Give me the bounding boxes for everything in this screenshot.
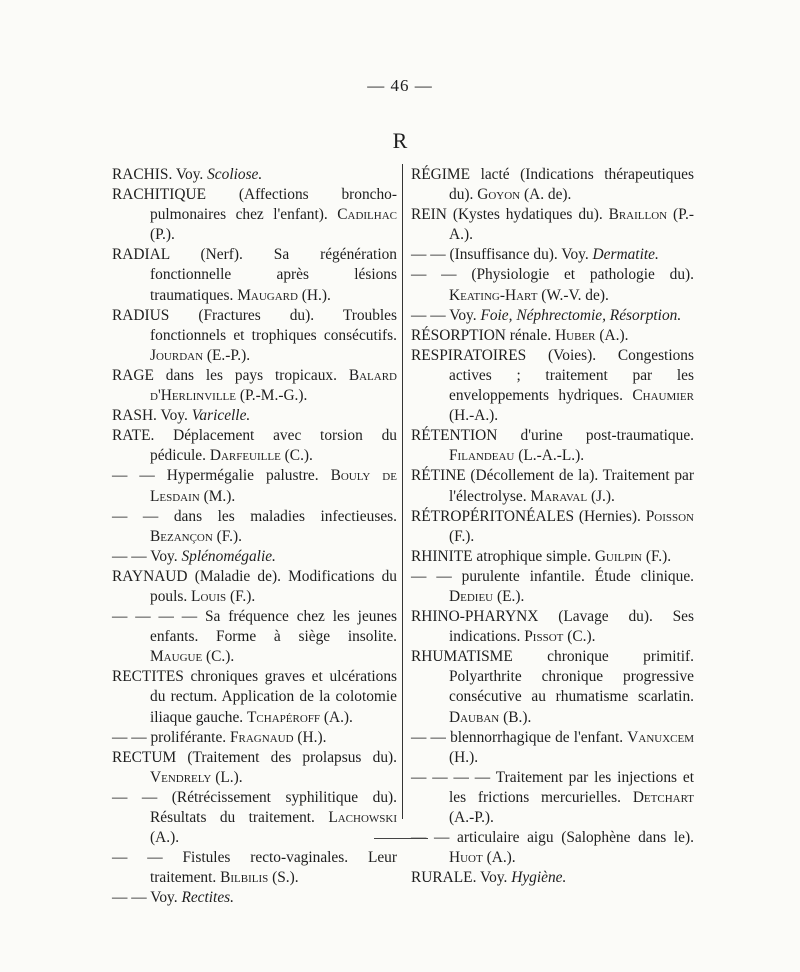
entry-tail: (P.-A.).: [449, 206, 694, 244]
entry-head: RÉTENTION: [411, 427, 498, 445]
entry-tail: (F.).: [212, 527, 242, 545]
index-entry: [112, 306, 397, 366]
entry-head: — —: [112, 728, 147, 746]
entry-tail: (A.).: [320, 708, 353, 726]
entry-head: RHUMATISME: [411, 648, 513, 666]
entry-body: lacté (Indications thérapeutiques du).: [449, 166, 694, 204]
entry-head: RAYNAUD: [112, 567, 188, 585]
entry-author: Huber: [555, 326, 596, 344]
entry-author: Keating-Hart: [449, 286, 538, 304]
entry-head: — —: [411, 567, 452, 585]
entry-head: RÉGIME: [411, 166, 470, 183]
index-entry: [112, 406, 397, 426]
entry-body: (Kystes hydatiques du).: [446, 206, 609, 224]
entry-tail: (L.-A.-L.).: [514, 447, 585, 465]
entry-author: Bilbilis: [220, 869, 269, 887]
entry-tail: (A.).: [150, 829, 180, 847]
index-entry: [411, 868, 694, 888]
entry-body: (Hernies).: [574, 507, 646, 525]
entry-head: RHINITE: [411, 547, 473, 565]
index-entry: [112, 748, 397, 788]
entry-tail: (H.-A.).: [449, 407, 499, 425]
entry-author: Maugue: [150, 648, 203, 666]
index-entry: [411, 547, 694, 567]
entry-tail: (W.-V. de).: [537, 286, 609, 304]
entry-head: RADIAL: [112, 246, 170, 264]
entry-body: Voy.: [172, 166, 208, 183]
entry-italic: Varicelle.: [191, 407, 251, 425]
entry-head: RADIUS: [112, 306, 170, 324]
entry-tail: (B.).: [499, 708, 532, 726]
index-entry: [112, 466, 397, 506]
entry-author: Detchart: [632, 788, 694, 806]
entry-author: Darfeuille: [209, 447, 281, 465]
entry-tail: (A.-P.).: [449, 809, 494, 826]
entry-tail: (H.).: [293, 728, 327, 746]
entry-head: RÉTINE: [411, 467, 466, 485]
right-column: [411, 165, 694, 888]
entry-italic: Hygiène.: [511, 869, 567, 887]
entry-body: (Fractures du). Troubles fonctionnels et trophiques consécutifs.: [150, 306, 397, 344]
entry-body: (Maladie de). Modifications du pouls.: [150, 567, 397, 605]
entry-head: — — — —: [112, 608, 198, 626]
index-entry: [112, 788, 397, 848]
entry-author: Huot: [449, 849, 483, 867]
entry-head: — —: [411, 246, 446, 264]
entry-author: Filandeau: [449, 447, 515, 465]
entry-italic: Dermatite.: [592, 246, 659, 264]
entry-head: RÉTROPÉRITONÉALES: [411, 507, 575, 525]
entry-tail: (A.).: [482, 849, 516, 867]
entry-author: Tchapéroff: [247, 708, 320, 726]
index-entry: [112, 165, 397, 185]
index-entry: [112, 888, 397, 908]
left-column: [112, 165, 397, 908]
entry-author: Vendrely: [150, 768, 212, 786]
entry-italic: Foie, Néphrectomie, Résorption.: [480, 306, 682, 324]
entry-body: proliférante.: [146, 728, 230, 746]
entry-tail: (J.).: [587, 487, 615, 505]
entry-body: d'urine post-traumatique.: [497, 427, 694, 445]
entry-head: — —: [112, 547, 147, 565]
entry-italic: Splénomégalie.: [181, 547, 276, 565]
entry-head: RACHITIQUE: [112, 186, 207, 204]
entry-author: Pissot: [524, 628, 564, 646]
entry-body: (Affections broncho-pulmonaires chez l'enfant).: [150, 186, 397, 224]
entry-body: Hypermégalie palustre.: [154, 467, 331, 485]
section-letter: R: [392, 128, 408, 153]
entry-head: — —: [112, 788, 158, 806]
entry-head: — — — —: [411, 768, 491, 786]
entry-head: RURALE.: [411, 869, 477, 887]
entry-body: rénale.: [505, 326, 556, 344]
index-entry: [112, 848, 397, 888]
entry-head: RACHIS.: [112, 166, 173, 183]
index-entry: [411, 205, 694, 245]
entry-body: Traitement par les injections et les frictions mercurielles.: [449, 768, 694, 806]
entry-author: Balard d'Herlinville: [150, 366, 397, 405]
index-entry: [411, 647, 694, 727]
entry-author: Bouly de Lesdain: [150, 467, 397, 505]
entry-author: Jourdan: [150, 346, 204, 364]
index-entry: [112, 507, 397, 547]
entry-tail: (A.).: [595, 326, 629, 344]
index-entry: [411, 466, 694, 506]
entry-body: Voy.: [146, 547, 182, 565]
entry-author: Poisson: [645, 507, 694, 525]
entry-body: Voy.: [476, 869, 512, 887]
entry-tail: (C.).: [280, 447, 313, 465]
entry-body: chronique primitif. Polyarthrite chronique progressive consécutive au rhumatisme scarlatin.: [449, 648, 694, 706]
index-entry: [112, 185, 397, 245]
entry-author: Fragnaud: [229, 728, 294, 746]
index-entry: [112, 667, 397, 727]
index-entry: [411, 245, 694, 265]
column-divider: [402, 164, 403, 819]
entry-head: — —: [411, 306, 446, 324]
index-entry: [112, 728, 397, 748]
index-entry: [411, 828, 694, 868]
index-entry: [112, 567, 397, 607]
entry-body: Voy.: [146, 889, 182, 907]
entry-head: RAGE: [112, 366, 154, 384]
entry-body: (Voies). Congestions actives ; traitement par les enveloppements hydriques.: [449, 346, 694, 405]
entry-author: Lachowski: [328, 809, 397, 826]
entry-author: Louis: [191, 587, 227, 605]
entry-italic: Scoliose.: [207, 166, 263, 183]
entry-author: Maugard: [237, 286, 298, 304]
entry-body: chroniques graves et ulcérations du rectum. Application de la colotomie iliaque gauche.: [150, 668, 397, 726]
page-number: — 46 —: [367, 76, 433, 95]
index-entry: [411, 567, 694, 607]
index-entry: [411, 265, 694, 305]
entry-author: Bezançon: [150, 527, 213, 545]
entry-body: (Décollement de la). Traitement par l'électrolyse.: [449, 467, 694, 505]
entry-body: Sa fréquence chez les jeunes enfants. Forme à siège insolite.: [150, 608, 397, 646]
entry-head: RHINO-PHARYNX: [411, 608, 539, 626]
entry-head: RÉSORPTION: [411, 326, 506, 344]
index-entry: [411, 326, 694, 346]
entry-tail: (F.).: [449, 527, 475, 545]
entry-tail: (A. de).: [520, 186, 572, 204]
entry-body: Voy.: [445, 306, 481, 324]
entry-head: — —: [112, 889, 147, 907]
entry-tail: (P.).: [150, 226, 175, 244]
entry-head: REIN: [411, 206, 447, 224]
entry-tail: (F.).: [226, 587, 256, 605]
entry-body: Voy.: [156, 407, 192, 425]
entry-author: Dedieu: [449, 587, 494, 605]
entry-body: articulaire aigu (Salophène dans le).: [449, 829, 694, 847]
index-entry: [112, 607, 397, 667]
entry-tail: (S.).: [268, 869, 299, 887]
entry-tail: (C.).: [202, 648, 235, 666]
entry-author: Guilpin: [594, 547, 642, 565]
entry-author: Cadilhac: [337, 206, 397, 224]
entry-head: — —: [112, 849, 163, 867]
entry-author: Goyon: [477, 186, 521, 204]
entry-head: RECTITES: [112, 668, 184, 686]
entry-head: — —: [411, 728, 446, 746]
index-entry: [411, 306, 694, 326]
entry-tail: (P.-M.-G.).: [235, 387, 308, 405]
index-entry: [411, 165, 694, 205]
entry-author: Maraval: [530, 487, 588, 505]
index-entry: [411, 426, 694, 466]
entry-tail: (L.).: [211, 768, 243, 786]
entry-tail: (H.).: [449, 748, 479, 766]
entry-head: RESPIRATOIRES: [411, 346, 527, 364]
entry-italic: Rectites.: [181, 889, 234, 907]
footer-rule: [374, 838, 428, 839]
entry-tail: (E.-P.).: [203, 346, 251, 364]
entry-body: dans les pays tropicaux.: [153, 366, 349, 384]
entry-body: Fistules recto-vaginales. Leur traitement.: [150, 849, 397, 887]
entry-author: Dauban: [449, 708, 500, 726]
entry-author: Braillon: [608, 206, 668, 224]
entry-tail: (M.).: [199, 487, 236, 505]
index-entry: [112, 547, 397, 567]
entry-tail: (E.).: [493, 587, 525, 605]
entry-body: (Physiologie et pathologie du).: [456, 266, 694, 284]
entry-body: (Rétrécissement syphilitique du). Résultats du traitement.: [150, 788, 397, 826]
entry-head: RASH.: [112, 407, 157, 425]
entry-head: — —: [411, 266, 457, 284]
entry-body: (Insuffisance du). Voy.: [445, 246, 593, 264]
entry-head: — —: [112, 507, 159, 525]
entry-head: RATE.: [112, 427, 155, 445]
index-entry: [112, 245, 397, 305]
index-entry: [411, 768, 694, 828]
entry-tail: (C.).: [563, 628, 596, 646]
entry-body: (Lavage du). Ses indications.: [449, 608, 694, 646]
entry-tail: (H.).: [297, 286, 331, 304]
entry-body: purulente infantile. Étude clinique.: [451, 567, 694, 585]
entry-body: (Traitement des prolapsus du).: [176, 748, 397, 766]
index-entry: [411, 507, 694, 547]
entry-tail: (F.).: [641, 547, 672, 565]
entry-body: dans les maladies infectieuses.: [158, 507, 397, 525]
index-entry: [112, 366, 397, 406]
entry-author: Vanuxcem: [627, 728, 694, 746]
entry-head: RECTUM: [112, 748, 177, 766]
entry-author: Chaumier: [632, 387, 694, 405]
index-entry: [411, 728, 694, 768]
index-entry: [112, 426, 397, 466]
index-entry: [411, 607, 694, 647]
entry-head: — —: [112, 467, 155, 485]
index-entry: [411, 346, 694, 426]
entry-body: blennorrhagique de l'enfant.: [445, 728, 628, 746]
entry-head: — —: [411, 829, 450, 847]
entry-body: (Nerf). Sa régénération fonctionnelle après lésions traumatiques.: [150, 246, 397, 304]
entry-body: Déplacement avec torsion du pédicule.: [150, 427, 397, 465]
entry-body: atrophique simple.: [472, 547, 595, 565]
